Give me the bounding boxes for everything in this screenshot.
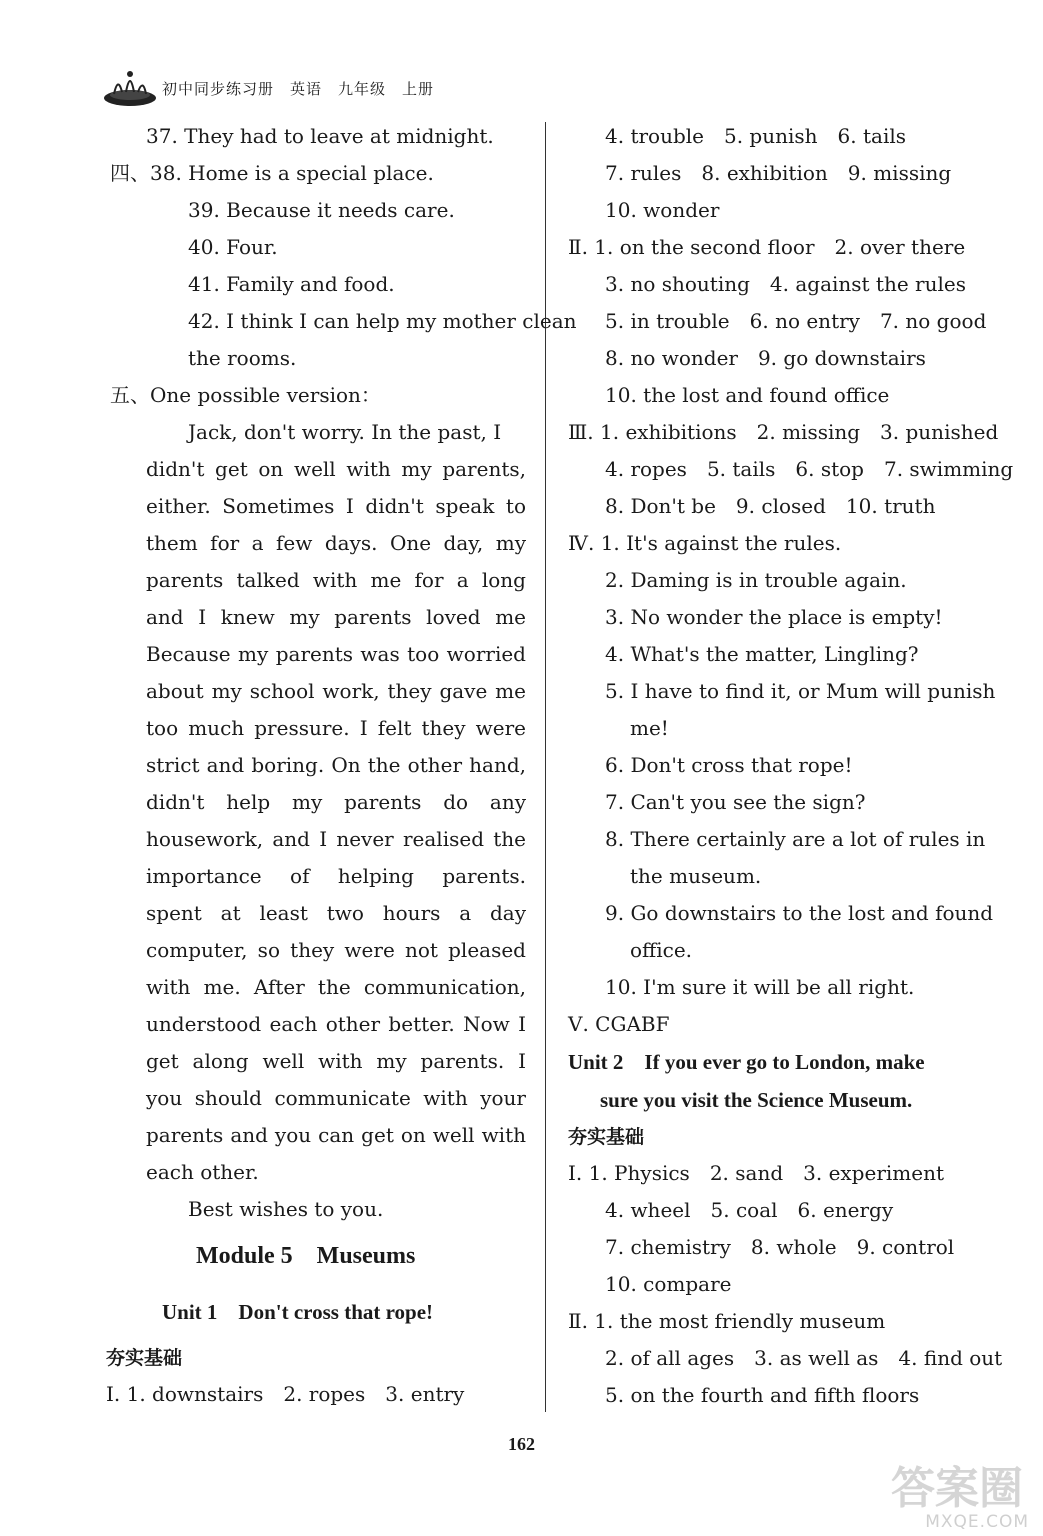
- essay-line: you should communicate with your: [146, 1086, 526, 1110]
- answer-line: Ⅲ. 1. exhibitions 2. missing 3. punished: [568, 420, 999, 444]
- page-header: [100, 66, 520, 110]
- essay-line: didn't get on well with my parents,: [146, 457, 526, 481]
- answer-line: 9. Go downstairs to the lost and found: [605, 901, 994, 925]
- module-title: Module 5 Museums: [196, 1243, 416, 1269]
- essay-line: about my school work, they gave me: [146, 679, 526, 703]
- answer-line: 40. Four.: [188, 235, 278, 259]
- answer-line: 6. Don't cross that rope!: [605, 753, 853, 777]
- section-heading: 夯实基础: [568, 1126, 645, 1148]
- answer-line: 5. on the fourth and fifth floors: [605, 1383, 920, 1407]
- essay-line: spent at least two hours a day: [146, 901, 526, 925]
- answer-line: 41. Family and food.: [188, 272, 395, 296]
- answer-line: 7. chemistry 8. whole 9. control: [605, 1235, 955, 1259]
- answer-line: 4. What's the matter, Lingling?: [605, 642, 919, 666]
- essay-line: too much pressure. I felt they were: [146, 716, 526, 740]
- answer-line: Ⅴ. CGABF: [568, 1012, 670, 1036]
- closing-line: Best wishes to you.: [188, 1197, 384, 1221]
- answer-line: Ⅱ. 1. the most friendly museum: [568, 1309, 886, 1333]
- answer-line: 3. no shouting 4. against the rules: [605, 272, 966, 296]
- essay-line: with me. After the communication,: [146, 975, 526, 999]
- answer-line: 3. No wonder the place is empty!: [605, 605, 943, 629]
- answer-line: 8. Don't be 9. closed 10. truth: [605, 494, 936, 518]
- essay-line: each other.: [146, 1160, 259, 1184]
- book-logo-icon: [100, 66, 164, 108]
- answer-line: office.: [630, 938, 693, 962]
- answer-line: 7. rules 8. exhibition 9. missing: [605, 161, 952, 185]
- essay-line: housework, and I never realised the: [146, 827, 526, 851]
- essay-line: parents talked with me for a long: [146, 568, 526, 592]
- answer-line: 8. There certainly are a lot of rules in: [605, 827, 986, 851]
- answer-line: 37. They had to leave at midnight.: [146, 124, 494, 148]
- essay-line: and I knew my parents loved me: [146, 605, 526, 629]
- watermark-url: MXQE.COM: [925, 1512, 1029, 1532]
- answer-line: 5. in trouble 6. no entry 7. no good: [605, 309, 987, 333]
- essay-line: didn't help my parents do any: [146, 790, 526, 814]
- answer-line: 42. I think I can help my mother clean: [188, 309, 577, 333]
- answer-line: 10. I'm sure it will be all right.: [605, 975, 915, 999]
- answer-line: 2. of all ages 3. as well as 4. find out: [605, 1346, 1003, 1370]
- answer-line: Ⅱ. 1. on the second floor 2. over there: [568, 235, 966, 259]
- answer-line: me!: [630, 716, 669, 740]
- answer-line: 4. trouble 5. punish 6. tails: [605, 124, 906, 148]
- answer-line: 8. no wonder 9. go downstairs: [605, 346, 926, 370]
- answer-line: 10. compare: [605, 1272, 732, 1296]
- answer-line: the museum.: [630, 864, 762, 888]
- left-column: [106, 118, 577, 1413]
- essay-line: get along well with my parents. I: [146, 1049, 526, 1073]
- answer-line: 2. Daming is in trouble again.: [605, 568, 907, 592]
- answer-line: 39. Because it needs care.: [188, 198, 455, 222]
- essay-line: Jack, don't worry. In the past, I: [188, 420, 502, 444]
- unit2-title-cont: sure you visit the Science Museum.: [600, 1088, 913, 1112]
- section-heading: 夯实基础: [106, 1347, 183, 1369]
- answer-line: 10. the lost and found office: [605, 383, 890, 407]
- answer-line: 10. wonder: [605, 198, 720, 222]
- answer-line: the rooms.: [188, 346, 297, 370]
- header-title: 初中同步练习册 英语 九年级 上册: [162, 80, 435, 98]
- answer-line: 4. wheel 5. coal 6. energy: [605, 1198, 894, 1222]
- essay-line: strict and boring. On the other hand,: [146, 753, 526, 777]
- essay-line: importance of helping parents.: [146, 864, 526, 888]
- answer-line: 4. ropes 5. tails 6. stop 7. swimming: [605, 457, 1014, 481]
- essay-line: parents and you can get on well with: [146, 1123, 526, 1147]
- unit2-title: Unit 2 If you ever go to London, make: [568, 1050, 925, 1074]
- right-column: [568, 118, 1014, 1414]
- page-number: 162: [508, 1434, 535, 1454]
- watermark-logo: [859, 1452, 1029, 1532]
- answer-line: Ⅳ. 1. It's against the rules.: [568, 531, 842, 555]
- essay-line: Because my parents was too worried: [146, 642, 526, 666]
- answer-line: 五、One possible version：: [110, 383, 381, 407]
- answer-line: Ⅰ. 1. Physics 2. sand 3. experiment: [568, 1161, 944, 1185]
- watermark-cn: 答案圈: [891, 1463, 1023, 1514]
- essay-line: understood each other better. Now I: [146, 1012, 526, 1036]
- essay-line: computer, so they were not pleased: [146, 938, 526, 962]
- answer-line: 7. Can't you see the sign?: [605, 790, 866, 814]
- answer-line: 四、38. Home is a special place.: [110, 161, 434, 185]
- essay-line: either. Sometimes I didn't speak to: [146, 494, 526, 518]
- unit-title: Unit 1 Don't cross that rope!: [162, 1300, 434, 1324]
- essay-line: them for a few days. One day, my: [146, 531, 526, 555]
- answer-line: Ⅰ. 1. downstairs 2. ropes 3. entry: [106, 1382, 465, 1406]
- answer-line: 5. I have to find it, or Mum will punish: [605, 679, 996, 703]
